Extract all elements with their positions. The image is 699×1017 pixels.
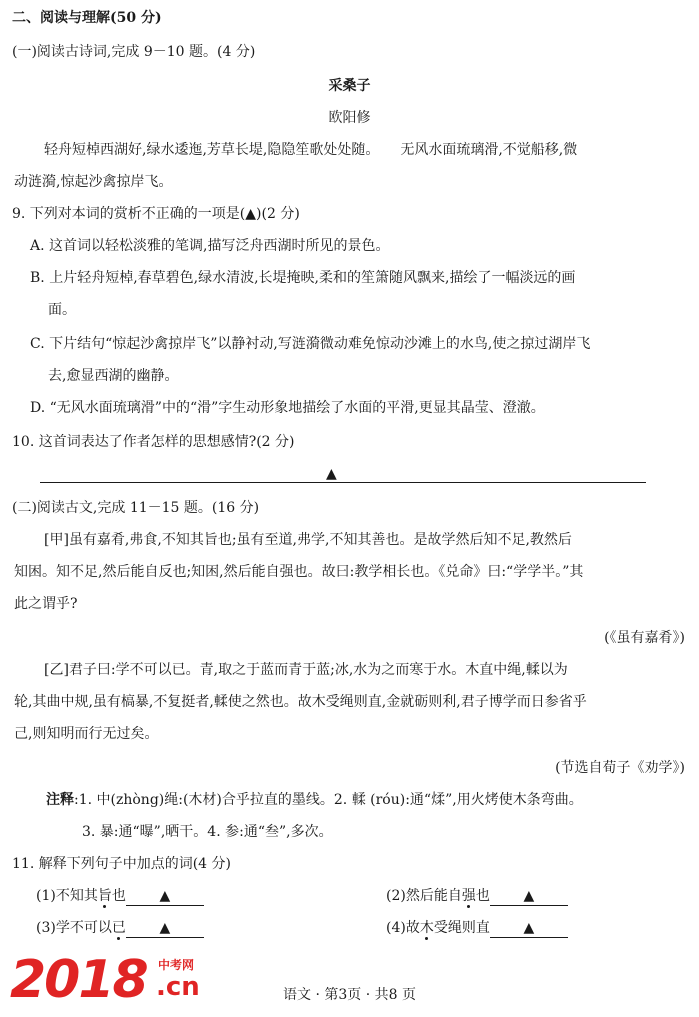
q11-item-4-answer[interactable]: ▲ (490, 919, 568, 938)
poem-line-1: 轻舟短棹西湖好,绿水逶迤,芳草长堤,隐隐笙歌处处随。 无风水面琉璃滑,不觉船移,微 (44, 142, 578, 158)
notes-line-2: 3. 暴:通“曝”,晒干。4. 参:通“叁”,多次。 (82, 824, 333, 840)
yi-line-2: 轮,其曲中规,虽有槁暴,不复挺者,輮使之然也。故木受绳则直,金就砺则利,君子博学而日参省乎 (14, 694, 587, 710)
poem-title: 采桑子 (328, 78, 371, 94)
q9-stem: 9. 下列对本词的赏析不正确的一项是(▲)(2 分) (12, 206, 300, 222)
q11-item-4: (4)故木受绳则直 ▲ (386, 918, 568, 938)
q11-item-1-answer[interactable]: ▲ (126, 887, 204, 906)
logo-digits: 2018 (10, 950, 147, 1010)
poem-author: 欧阳修 (328, 110, 371, 126)
q11-item-2-answer[interactable]: ▲ (490, 887, 568, 906)
q11-item-2: (2)然后能自强也 ▲ (386, 886, 568, 906)
yi-source: (节选自荀子《劝学》) (555, 760, 685, 776)
yi-label: 乙 (49, 662, 64, 678)
q9-option-c-line2: 去,愈显西湖的幽静。 (48, 368, 179, 384)
part1-heading: (一)阅读古诗词,完成 9－10 题。(4 分) (12, 44, 256, 60)
jia-line-3: 此之谓乎? (14, 596, 78, 612)
q11-item-1: (1)不知其旨也 ▲ (36, 886, 204, 906)
notes-line-1: 注释:1. 中(zhòng)绳:(木材)合乎拉直的墨线。2. 輮 (róu):通“煣”,用火烤使木条弯曲。 (46, 792, 583, 808)
q11-stem: 11. 解释下列句子中加点的词(4 分) (12, 856, 231, 872)
q10-stem: 10. 这首词表达了作者怎样的思想感情?(2 分) (12, 434, 295, 450)
part2-heading: (二)阅读古文,完成 11－15 题。(16 分) (12, 500, 260, 516)
q11-item-3: (3)学不可以已 ▲ (36, 918, 204, 938)
q11-item-3-answer[interactable]: ▲ (126, 919, 204, 938)
logo-domain: .cn (156, 972, 200, 1002)
jia-line-2: 知困。知不足,然后能自反也;知困,然后能自强也。故曰:教学相长也。《兑命》曰:“学学半。”其 (14, 564, 584, 580)
section-title: 二、阅读与理解(50 分) (12, 10, 162, 26)
poem-line-2: 动涟漪,惊起沙禽掠岸飞。 (14, 174, 173, 190)
q9-option-a: A. 这首词以轻松淡雅的笔调,描写泛舟西湖时所见的景色。 (30, 238, 390, 254)
notes-label: 注释 (46, 792, 74, 808)
q9-option-b-line2: 面。 (48, 302, 76, 318)
yi-line-3: 己,则知明而行无过矣。 (14, 726, 159, 742)
q9-option-c-line1: C. 下片结句“惊起沙禽掠岸飞”以静衬动,写涟漪微动难免惊动沙滩上的水鸟,使之掠过湖岸飞 (30, 336, 591, 352)
q9-option-b-line1: B. 上片轻舟短棹,春草碧色,绿水清波,长堤掩映,柔和的笙箫随风飘来,描绘了一幅淡远的画 (30, 270, 576, 286)
q9-option-d: D. “无风水面琉璃滑”中的“滑”字生动形象地描绘了水面的平滑,更显其晶莹、澄澈。 (30, 400, 545, 416)
logo-subtitle: 中考网 (158, 958, 195, 972)
jia-line-1: [甲]虽有嘉肴,弗食,不知其旨也;虽有至道,弗学,不知其善也。是故学然后知不足,教然后 (44, 532, 572, 548)
jia-label: 甲 (49, 532, 64, 548)
jia-source: (《虽有嘉肴》) (604, 630, 685, 646)
q10-answer-line[interactable] (40, 482, 646, 483)
yi-line-1: [乙]君子曰:学不可以已。青,取之于蓝而青于蓝;冰,水为之而寒于水。木直中绳,輮以为 (44, 662, 568, 678)
page-footer: 语文 · 第3页 · 共8 页 (283, 987, 416, 1003)
q10-answer-mark: ▲ (326, 466, 337, 482)
